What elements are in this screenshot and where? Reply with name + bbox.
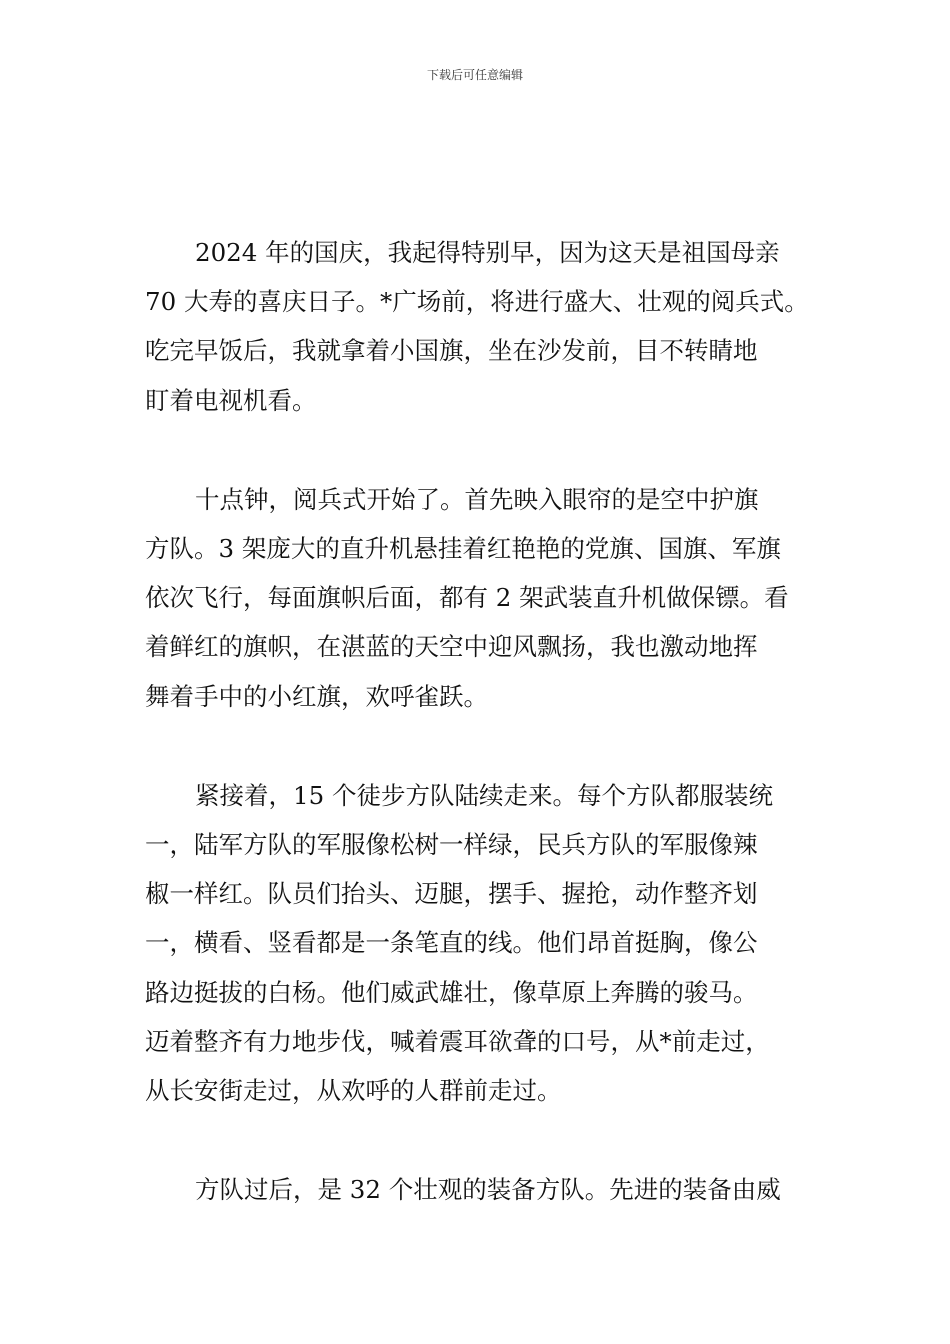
page-header: 下载后可任意编辑 [426,68,523,82]
text-line: 依次飞行，每面旗帜后面，都有 2 架武装直升机做保镖。看 [145,583,789,613]
paragraph-3 [145,771,815,1115]
text-line: 椒一样红。队员们抬头、迈腿，摆手、握抢，动作整齐划 [145,879,758,909]
text-line: 吃完早饭后，我就拿着小国旗，坐在沙发前，目不转睛地 [145,336,758,366]
text-line: 路边挺拔的白杨。他们威武雄壮，像草原上奔腾的骏马。 [145,977,758,1007]
text-line: 十点钟，阅兵式开始了。首先映入眼帘的是空中护旗 [195,484,759,514]
paragraph-1 [145,228,815,425]
text-line: 舞着手中的小红旗，欢呼雀跃。 [145,681,488,711]
text-line: 一，横看、竖看都是一条笔直的线。他们昂首挺胸，像公 [145,928,758,958]
text-line: 紧接着，15 个徒步方队陆续走来。每个方队都服装统 [195,780,773,810]
text-line: 方队。3 架庞大的直升机悬挂着红艳艳的党旗、国旗、军旗 [145,534,781,564]
text-line: 从长安街走过，从欢呼的人群前走过。 [145,1076,562,1106]
text-line: 着鲜红的旗帜，在湛蓝的天空中迎风飘扬，我也激动地挥 [145,632,758,662]
text-line: 70 大寿的喜庆日子。*广场前，将进行盛大、壮观的阅兵式。 [145,287,809,317]
essay-body [145,228,815,1264]
paragraph-4 [145,1165,815,1214]
text-line: 盯着电视机看。 [145,385,317,415]
text-line: 迈着整齐有力地步伐，喊着震耳欲聋的口号，从*前走过， [145,1026,770,1056]
paragraph-2 [145,475,815,721]
text-line: 方队过后，是 32 个壮观的装备方队。先进的装备由威 [195,1175,781,1205]
text-line: 2024 年的国庆，我起得特别早，因为这天是祖国母亲 [195,238,780,267]
text-line: 一，陆军方队的军服像松树一样绿，民兵方队的军服像辣 [145,830,758,860]
